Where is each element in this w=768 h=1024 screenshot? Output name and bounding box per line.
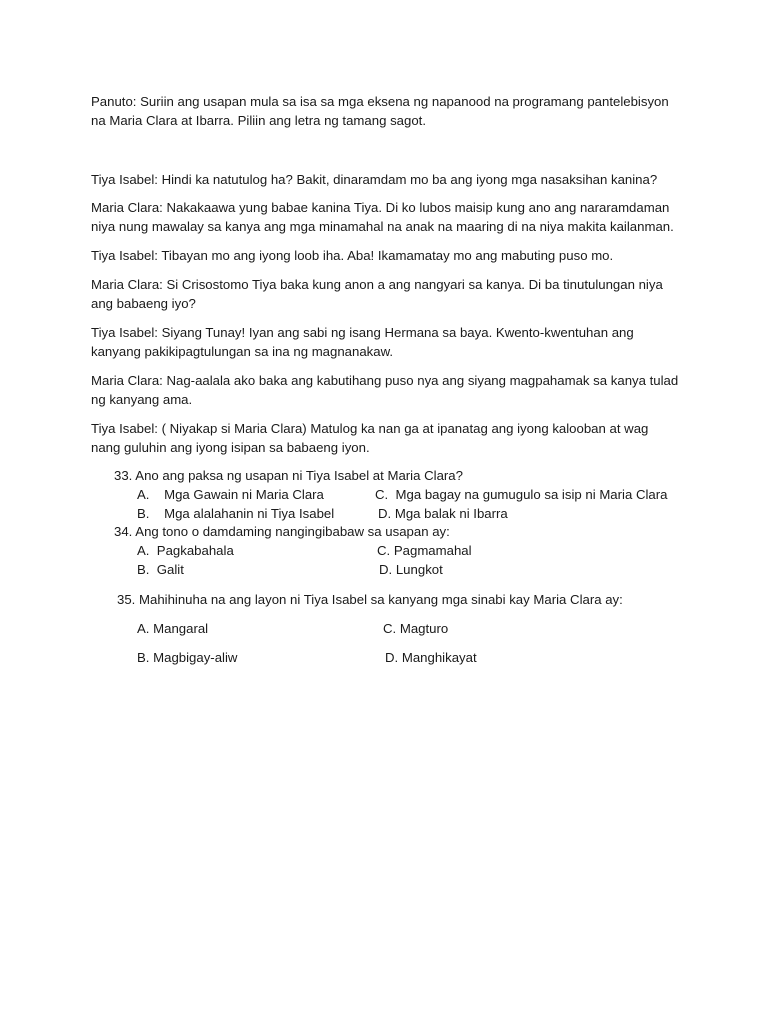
dialogue-line-4 bbox=[91, 275, 681, 313]
dialogue-text: Tiya Isabel: Siyang Tunay! Iyan ang sabi ng isang Hermana sa baya. Kwento-kwentuhan ang kanyang pakikipagtulungan sa ina ng magnanakaw. bbox=[91, 325, 634, 359]
dialogue-line-6 bbox=[91, 371, 681, 409]
option-34-d[interactable]: D. Lungkot bbox=[379, 562, 443, 577]
dialogue-line-1 bbox=[91, 170, 681, 189]
dialogue-text: Maria Clara: Si Crisostomo Tiya baka kung anon a ang nangyari sa kanya. Di ba tinutulungan niya ang babaeng iyo? bbox=[91, 277, 663, 311]
option-35-c[interactable]: C. Magturo bbox=[383, 621, 449, 636]
question-34: 34. Ang tono o damdaming nangingibabaw sa usapan ay: bbox=[114, 524, 450, 539]
dialogue-line-2 bbox=[91, 198, 681, 236]
dialogue-text: Tiya Isabel: Tibayan mo ang iyong loob iha. Aba! Ikamamatay mo ang mabuting puso mo. bbox=[91, 248, 614, 263]
instructions-text: Panuto: Suriin ang usapan mula sa isa sa mga eksena ng napanood na programang pantelebisyon na Maria Clara at Ibarra. Piliin ang letra ng tamang sagot. bbox=[91, 94, 669, 128]
dialogue-line-7 bbox=[91, 419, 681, 457]
option-34-c[interactable]: C. Pagmamahal bbox=[377, 543, 472, 558]
question-33: 33. Ano ang paksa ng usapan ni Tiya Isabel at Maria Clara? bbox=[114, 468, 463, 483]
option-35-a[interactable]: A. Mangaral bbox=[137, 621, 209, 636]
option-33-a[interactable]: A. Mga Gawain ni Maria Clara bbox=[137, 487, 324, 502]
option-34-a[interactable]: A. Pagkabahala bbox=[137, 543, 234, 558]
dialogue-text: Maria Clara: Nag-aalala ako baka ang kabutihang puso nya ang siyang magpahamak sa kanya tulad ng kanyang ama. bbox=[91, 373, 679, 407]
option-35-b[interactable]: B. Magbigay-aliw bbox=[137, 650, 238, 665]
dialogue-text: Maria Clara: Nakakaawa yung babae kanina Tiya. Di ko lubos maisip kung ano ang nararamdaman niya nung mawalay sa kanya ang mga minamahal na anak na maaring di na niya makita kailanman. bbox=[91, 200, 674, 234]
dialogue-text: Tiya Isabel: ( Niyakap si Maria Clara) Matulog ka nan ga at ipanatag ang iyong kalooban at wag nang guluhin ang iyong isipan sa babaeng iyon. bbox=[91, 421, 649, 455]
option-33-d[interactable]: D. Mga balak ni Ibarra bbox=[378, 506, 508, 521]
dialogue-line-3 bbox=[91, 246, 681, 265]
instructions bbox=[91, 92, 681, 130]
option-33-b[interactable]: B. Mga alalahanin ni Tiya Isabel bbox=[137, 506, 335, 521]
option-33-c[interactable]: C. Mga bagay na gumugulo sa isip ni Maria Clara bbox=[375, 487, 668, 502]
dialogue-line-5 bbox=[91, 323, 681, 361]
option-35-d[interactable]: D. Manghikayat bbox=[385, 650, 477, 665]
option-34-b[interactable]: B. Galit bbox=[137, 562, 184, 577]
question-35: 35. Mahihinuha na ang layon ni Tiya Isabel sa kanyang mga sinabi kay Maria Clara ay: bbox=[117, 592, 623, 607]
dialogue-text: Tiya Isabel: Hindi ka natutulog ha? Bakit, dinaramdam mo ba ang iyong mga nasaksihan kanina? bbox=[91, 172, 658, 187]
